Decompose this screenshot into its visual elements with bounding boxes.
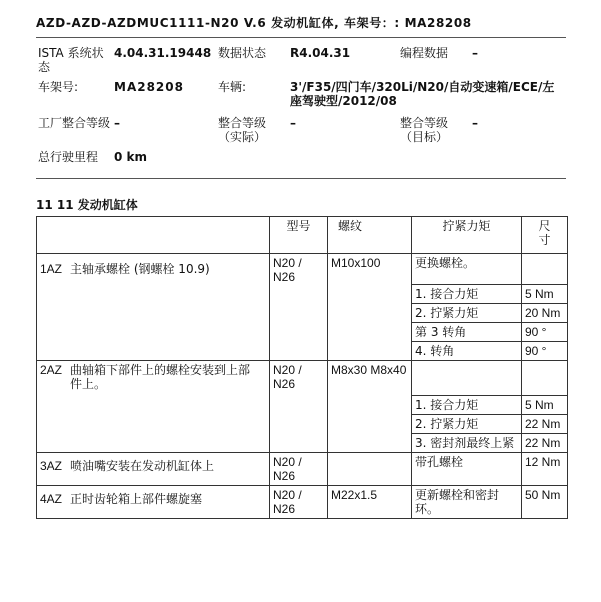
programming-label: 编程数据: [400, 46, 449, 60]
item-code: 4AZ: [40, 492, 63, 506]
thread-cell: M22x1.5: [328, 486, 412, 519]
torque-cell: 2. 拧紧力矩: [412, 415, 522, 434]
value-cell: 90 °: [522, 323, 568, 342]
factory-level-label: 工厂整合等级: [38, 116, 111, 130]
model-cell: N20 / N26: [270, 361, 328, 453]
item-code: 3AZ: [40, 459, 63, 473]
thread-cell: M10x100: [328, 254, 412, 361]
ista-label: ISTA 系统状态: [38, 46, 104, 74]
value-cell: 12 Nm: [522, 453, 568, 486]
thread-cell: [328, 453, 412, 486]
document-title: AZD-AZD-AZDMUC1111-N20 V.6 发动机缸体, 车架号：: MA28208: [36, 16, 472, 30]
header-model: 型号: [270, 217, 328, 254]
mileage-value: 0 km: [114, 150, 148, 164]
table-row: [37, 361, 568, 396]
data-status-value: R4.04.31: [290, 46, 351, 60]
table-row: [37, 453, 568, 486]
value-cell: 5 Nm: [522, 285, 568, 304]
item-cell: [37, 361, 270, 453]
item-cell: [37, 453, 270, 486]
info-divider: [36, 178, 566, 179]
thread-cell: M8x30 M8x40: [328, 361, 412, 453]
value-cell: 22 Nm: [522, 415, 568, 434]
value-cell: [522, 361, 568, 396]
actual-level-label: 整合等级（实际）: [218, 116, 267, 144]
mileage-label: 总行驶里程: [38, 150, 99, 164]
torque-spec-table: [36, 216, 568, 519]
item-desc: 正时齿轮箱上部件螺旋塞: [70, 492, 203, 506]
torque-cell: 4. 转角: [412, 342, 522, 361]
item-code: 1AZ: [40, 262, 63, 276]
table-row: [37, 486, 568, 519]
ista-value: 4.04.31.19448: [114, 46, 212, 60]
item-desc: 曲轴箱下部件上的螺栓安装到上部件上。: [70, 363, 251, 391]
model-cell: N20 / N26: [270, 453, 328, 486]
value-cell: 5 Nm: [522, 396, 568, 415]
torque-cell: 更新螺栓和密封环。: [412, 486, 522, 519]
torque-cell: 1. 接合力矩: [412, 396, 522, 415]
target-level-value: –: [472, 116, 478, 130]
header-item: [37, 217, 270, 254]
item-cell: [37, 486, 270, 519]
section-title: 11 11 发动机缸体: [36, 198, 138, 212]
programming-value: –: [472, 46, 478, 60]
model-cell: N20 / N26: [270, 486, 328, 519]
table-row: [37, 254, 568, 285]
item-desc: 主轴承螺栓 (钢螺栓 10.9): [70, 262, 210, 276]
torque-cell: 1. 接合力矩: [412, 285, 522, 304]
value-cell: 90 °: [522, 342, 568, 361]
torque-cell: 带孔螺栓: [412, 453, 522, 486]
value-cell: 20 Nm: [522, 304, 568, 323]
header-size: 尺寸: [522, 217, 568, 254]
target-level-label: 整合等级（目标）: [400, 116, 449, 144]
data-status-label: 数据状态: [218, 46, 267, 60]
model-cell: N20 / N26: [270, 254, 328, 361]
actual-level-value: –: [290, 116, 296, 130]
item-code: 2AZ: [40, 363, 63, 377]
value-cell: 50 Nm: [522, 486, 568, 519]
value-cell: 22 Nm: [522, 434, 568, 453]
header-thread: 螺纹: [328, 217, 412, 254]
vin-value: MA28208: [114, 80, 184, 94]
factory-level-value: –: [114, 116, 120, 130]
vehicle-label: 车辆:: [218, 80, 247, 94]
torque-cell: 2. 拧紧力矩: [412, 304, 522, 323]
torque-cell: 3. 密封剂最终上紧: [412, 434, 522, 453]
torque-cell: 第 3 转角: [412, 323, 522, 342]
header-divider: [36, 37, 566, 38]
torque-cell: [412, 361, 522, 396]
value-cell: [522, 254, 568, 285]
item-desc: 喷油嘴安装在发动机缸体上: [70, 459, 215, 473]
header-torque: 拧紧力矩: [412, 217, 522, 254]
vehicle-value: 3'/F35/四门车/320Li/N20/自动变速箱/ECE/左座驾驶型/2012/08: [290, 80, 555, 108]
item-cell: [37, 254, 270, 361]
torque-cell: 更换螺栓。: [412, 254, 522, 285]
table-header-row: [37, 217, 568, 254]
vin-label: 车架号:: [38, 80, 79, 94]
